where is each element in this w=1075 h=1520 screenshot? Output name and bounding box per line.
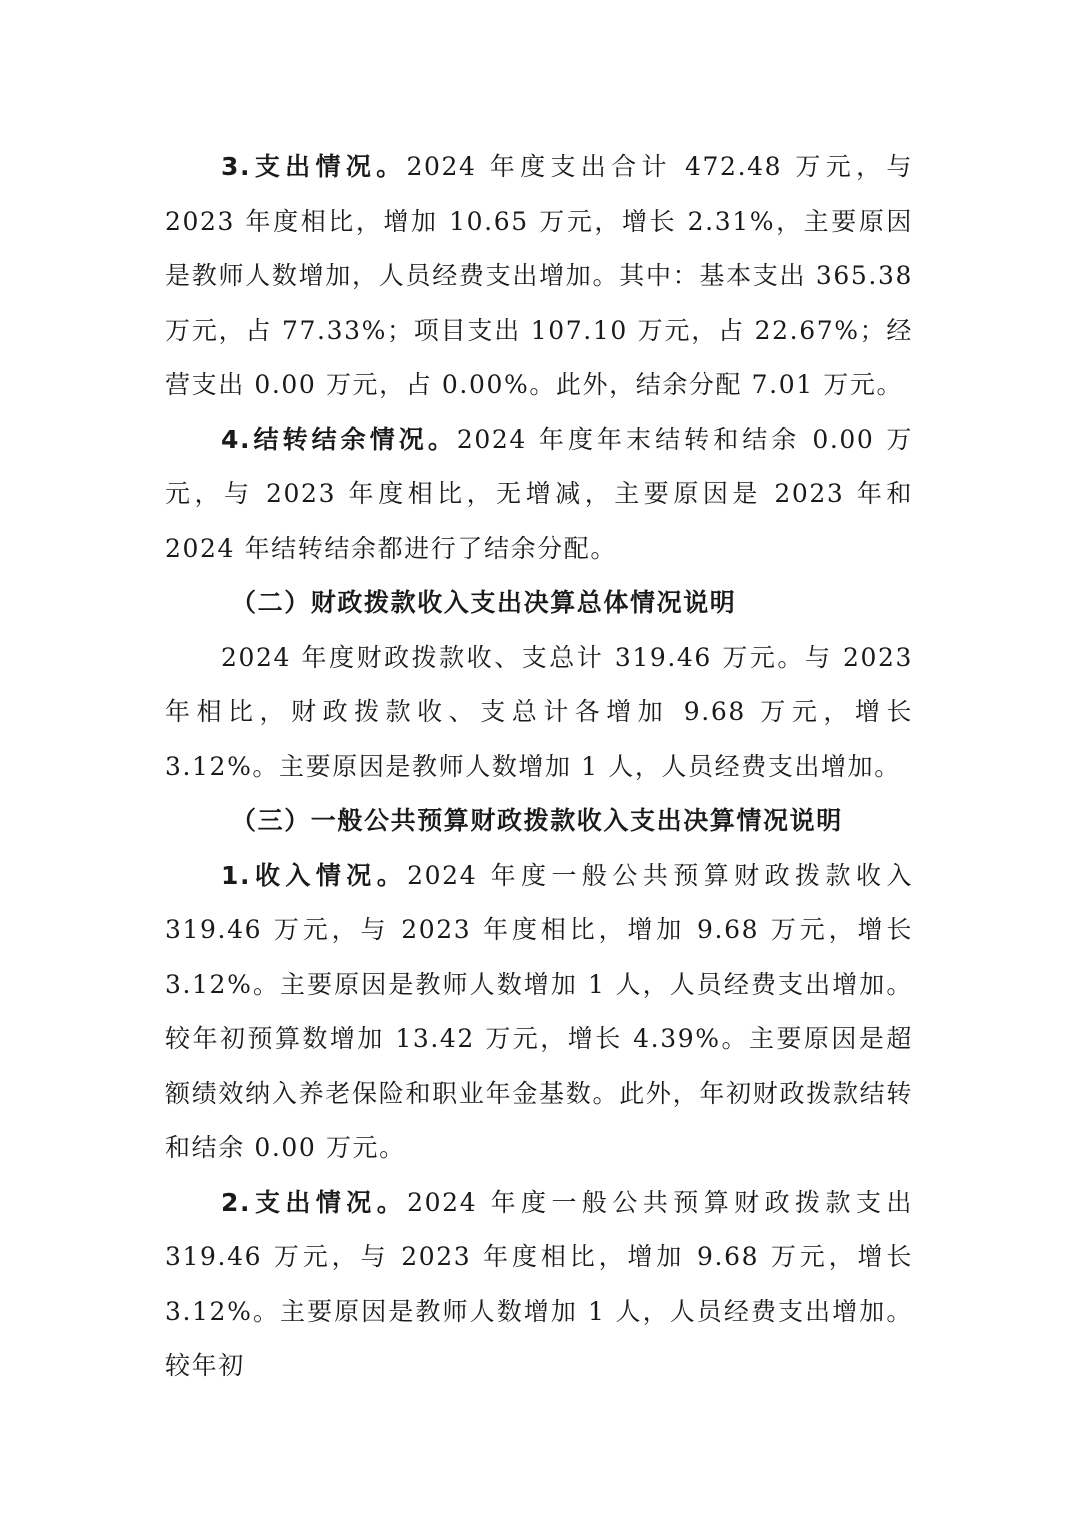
section-heading-general-budget: （三）一般公共预算财政拨款收入支出决算情况说明 xyxy=(231,806,843,835)
paragraph-text: 2024 年度支出合计 472.48 万元，与 2023 年度相比，增加 10.65 万元，增长 2.31%，主要原因是教师人数增加，人员经费支出增加。其中：基本支出 365.38 万元，占 77.33%；项目支出 107.10 万元，占 22.67%；经营支出 0.00 万元，占 0.00%。此外，结余分配 7.01 万元。 xyxy=(165,152,913,399)
paragraph-carryover xyxy=(165,413,913,577)
paragraph-text: 2024 年度一般公共预算财政拨款收入 319.46 万元，与 2023 年度相比，增加 9.68 万元，增长 3.12%。主要原因是教师人数增加 1 人，人员经费支出增加。较年初预算数增加 13.42 万元，增长 4.39%。主要原因是超额绩效纳入养老保险和职业年金基数。此外，年初财政拨款结转和结余 0.00 万元。 xyxy=(165,860,913,1162)
paragraph-text: 2024 年度财政拨款收、支总计 319.46 万元。与 2023 年相比，财政拨款收、支总计各增加 9.68 万元，增长 3.12%。主要原因是教师人数增加 1 人，人员经费支出增加。 xyxy=(165,642,913,781)
paragraph-lead: 3.支出情况。 xyxy=(221,152,407,181)
paragraph-budget-expenditure xyxy=(165,1176,913,1394)
document-body xyxy=(165,140,913,1394)
paragraph-lead: 4.结转结余情况。 xyxy=(221,424,457,454)
section-heading-fiscal-overview: （二）财政拨款收入支出决算总体情况说明 xyxy=(231,588,737,617)
paragraph-expenditure xyxy=(165,140,913,413)
paragraph-income xyxy=(165,849,913,1176)
paragraph-text: 2024 年度一般公共预算财政拨款支出 319.46 万元，与 2023 年度相比，增加 9.68 万元，增长 3.12%。主要原因是教师人数增加 1 人，人员经费支出增加。较年初 xyxy=(165,1187,913,1380)
paragraph-lead: 1.收入情况。 xyxy=(221,860,408,890)
paragraph-fiscal-overview xyxy=(165,631,913,795)
paragraph-lead: 2.支出情况。 xyxy=(221,1187,408,1217)
paragraph-text: 2024 年度年末结转和结余 0.00 万元，与 2023 年度相比，无增减，主要原因是 2023 年和 2024 年结转结余都进行了结余分配。 xyxy=(165,424,914,563)
